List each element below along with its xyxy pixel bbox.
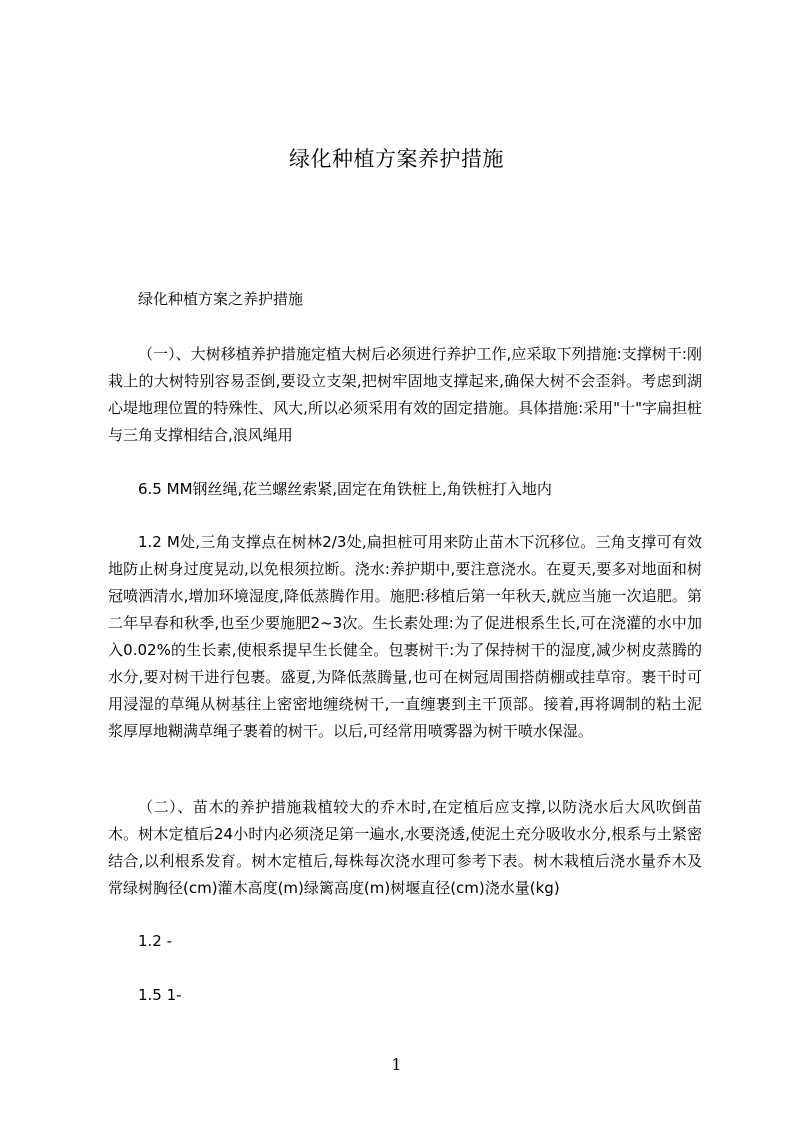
paragraph-big-tree-measures: （一）、大树移植养护措施定植大树后必须进行养护工作,应采取下列措施:支撑树干:刚栽上的大树特别容易歪倒,要设立支架,把树牢固地支撑起来,确保大树不会歪斜。考虑到湖心堤地理位置的特殊性、风大,所以必须采用有效的固定措施。具体措施:采用"十"字扁担桩与三角支撑相结合,浪风绳用: [108, 345, 702, 444]
paragraph-table-row-1: 1.2 -: [138, 932, 173, 950]
paragraph-table-row-2: 1.5 1-: [138, 986, 182, 1004]
document-title: 绿化种植方案养护措施: [289, 147, 504, 171]
paragraph-heading: 绿化种植方案之养护措施: [138, 290, 304, 308]
paragraph-support-watering: 1.2 M处,三角支撑点在树林2/3处,扁担桩可用来防止苗木下沉移位。三角支撑可有效地防止树身过度晃动,以免根须拉断。浇水:养护期中,要注意浇水。在夏天,要多对地面和树冠喷洒清水,增加环境湿度,降低蒸腾作用。施肥:移植后第一年秋天,就应当施一次追肥。第二年早春和秋季,也至少要施肥2~3次。生长素处理:为了促进根系生长,可在浇灌的水中加入0.02%的生长素,使根系提早生长健全。包裹树干:为了保持树干的湿度,减少树皮蒸腾的水分,要对树干进行包裹。盛夏,为降低蒸腾量,也可在树冠周围搭荫棚或挂草帘。裹干时可用浸湿的草绳从树基往上密密地缠绕树干,一直缠裹到主干顶部。接着,再将调制的粘土泥浆厚厚地糊满草绳子裹着的树干。以后,可经常用喷雾器为树干喷水保湿。: [108, 533, 702, 740]
paragraph-seedling-measures: （二）、苗木的养护措施栽植较大的乔木时,在定植后应支撑,以防浇水后大风吹倒苗木。树木定植后24小时内必须浇足第一遍水,水要浇透,使泥土充分吸收水分,根系与土紧密结合,以利根系发育。树木定植后,每株每次浇水理可参考下表。树木栽植后浇水量乔木及常绿树胸径(cm)灌木高度(m)绿篱高度(m)树堰直径(cm)浇水量(kg): [108, 798, 702, 897]
paragraph-steel-wire: 6.5 MM钢丝绳,花兰螺丝索紧,固定在角铁桩上,角铁桩打入地内: [138, 480, 552, 498]
page-number: 1: [391, 1055, 402, 1074]
